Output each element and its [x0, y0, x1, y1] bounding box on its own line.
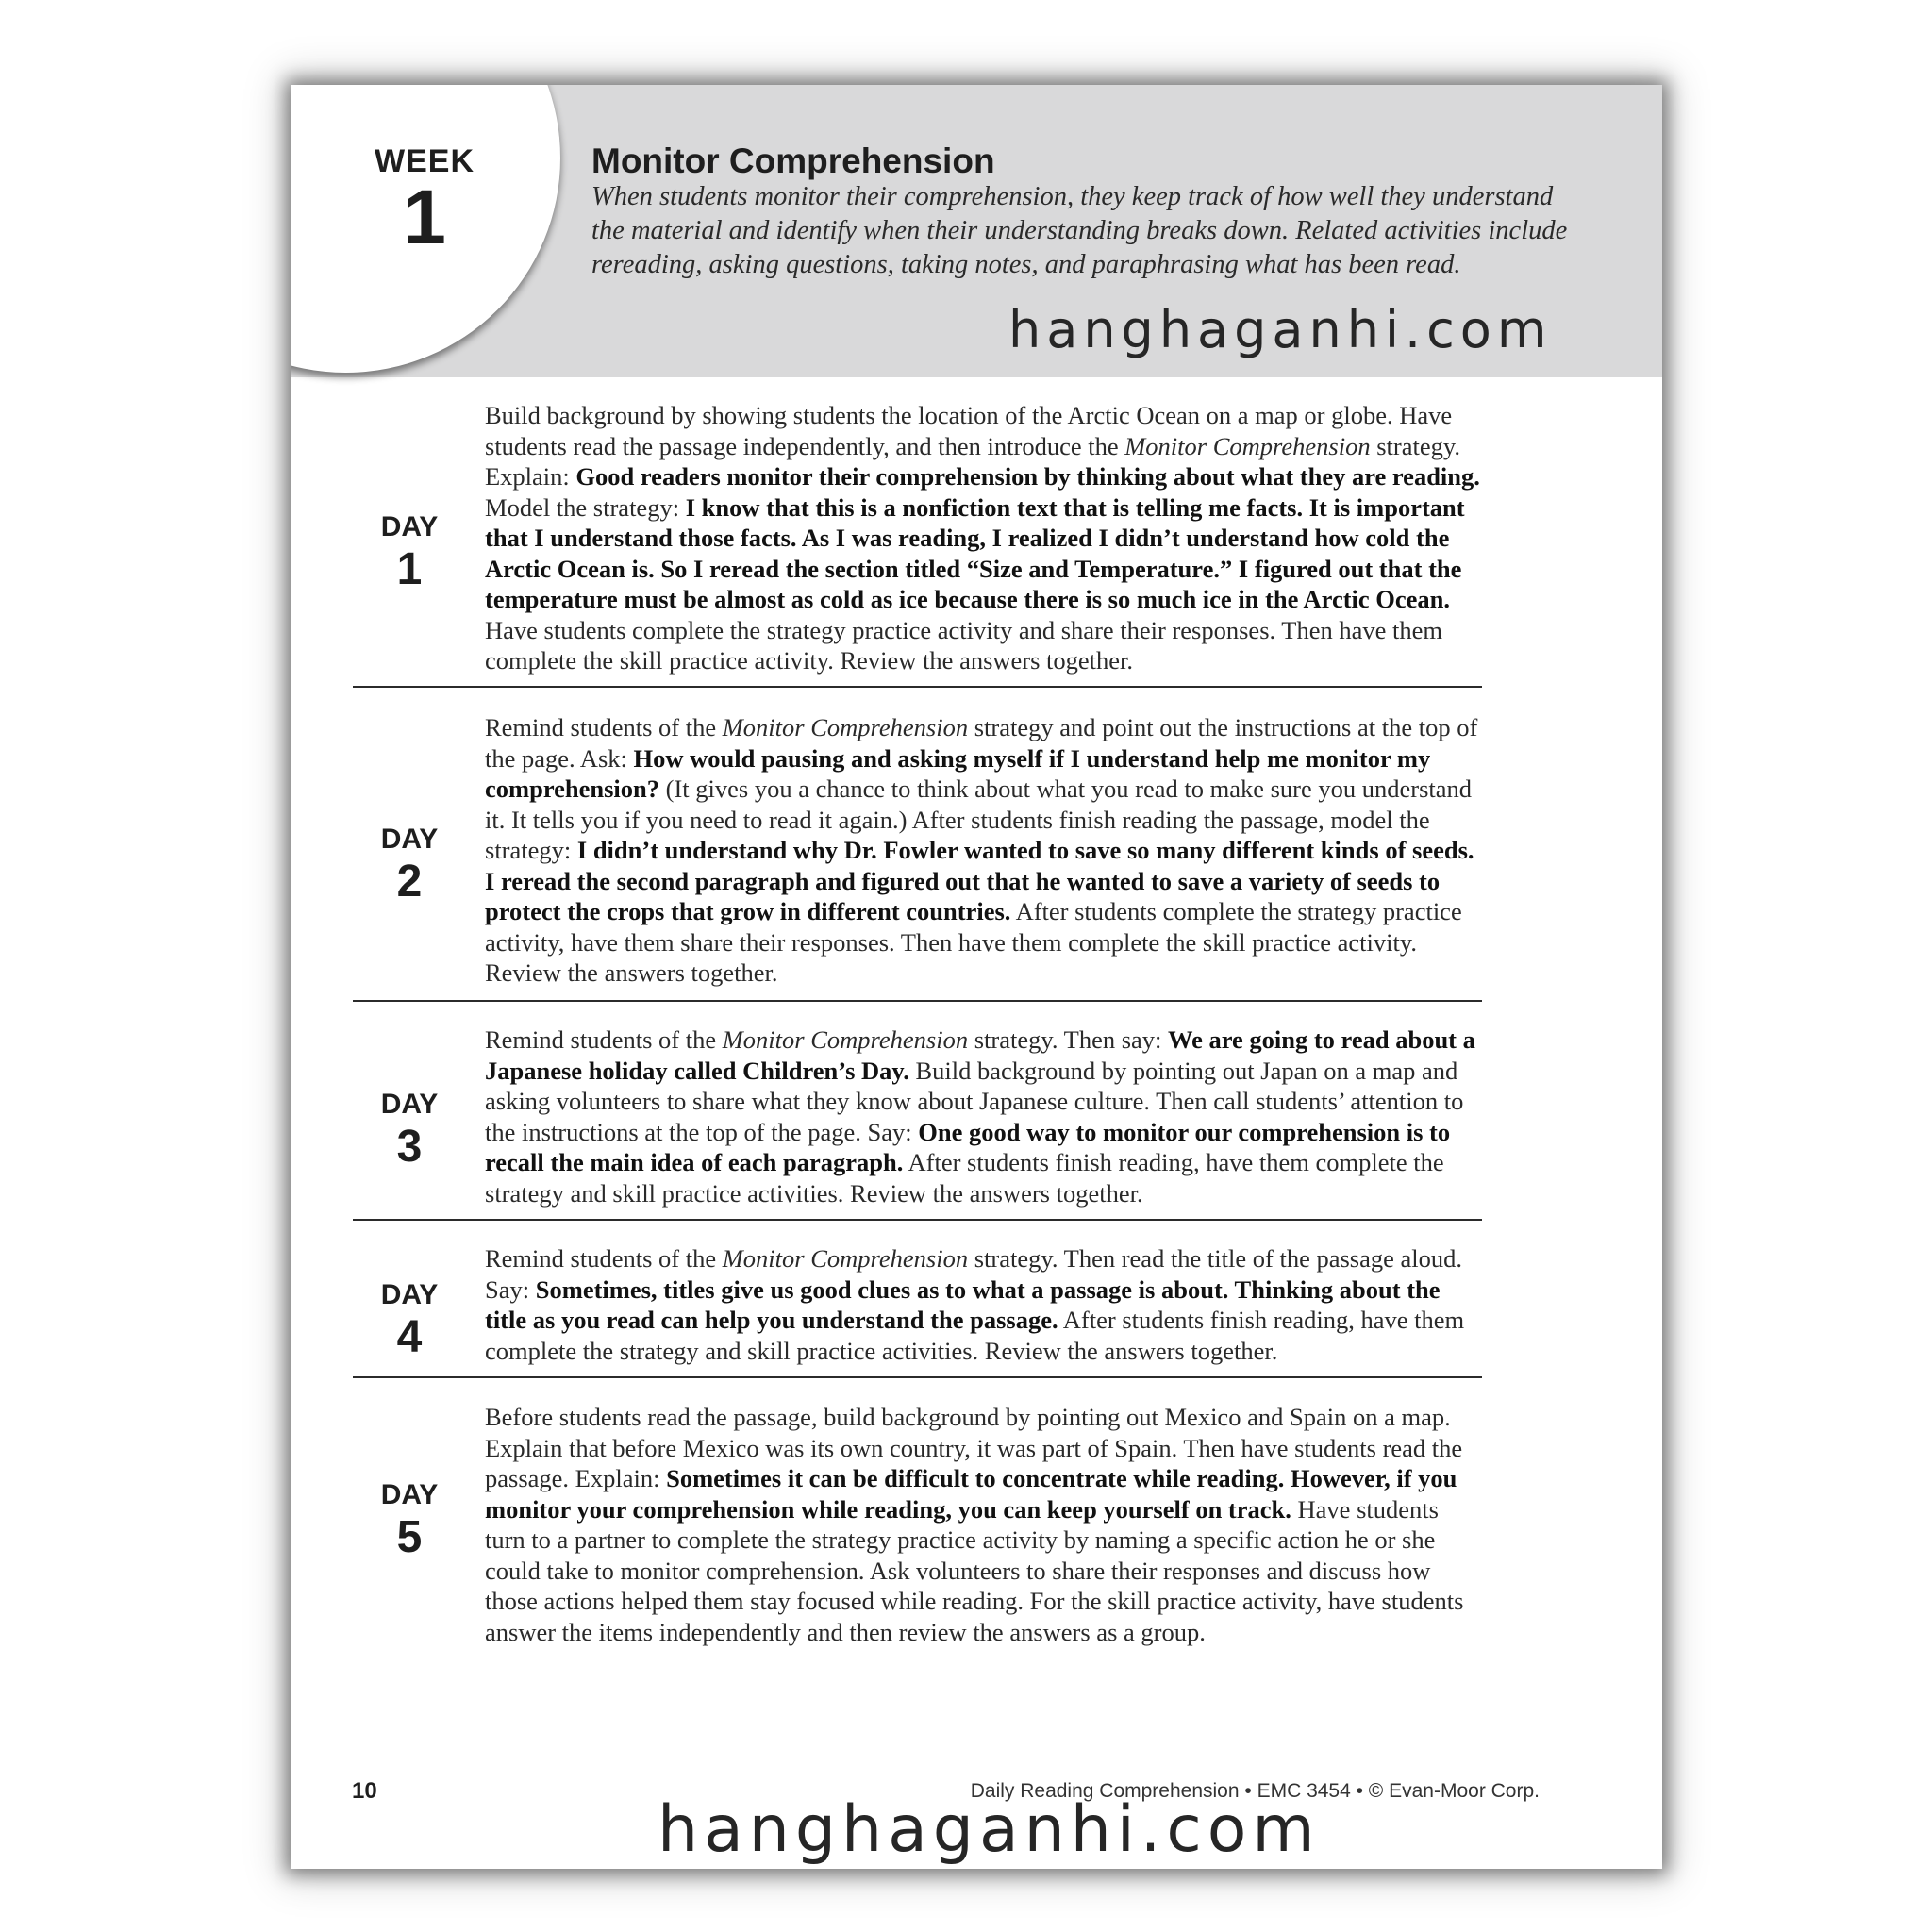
- week-number: 1: [403, 175, 446, 260]
- text-segment: Monitor Comprehension: [1124, 431, 1371, 460]
- text-segment: strategy. Then say:: [968, 1025, 1169, 1054]
- text-segment: Have students turn to a partner to complete the strategy practice activity by naming a specific action he or she could take to monitor comprehension. Ask volunteers to share their responses and discuss how those actions helped them stay focused while reading. For the skill practice activity, have students answer the items independently and then review the answers as a group.: [485, 1494, 1464, 1646]
- text-segment: Have students complete the strategy practice activity and share their responses. Then have them complete the skill practice activity. Review the answers together.: [485, 615, 1442, 675]
- text-segment: strategy and point out the instructions at the top of the page. Ask:: [485, 713, 1478, 773]
- day-number: 2: [396, 857, 423, 907]
- watermark-bottom: hanghaganhi.com: [658, 1792, 1321, 1867]
- text-segment: strategy. Explain:: [485, 431, 1460, 491]
- week-label: WEEK: [375, 143, 475, 179]
- text-segment: Monitor Comprehension: [722, 1244, 969, 1273]
- text-segment: Model the strategy:: [485, 492, 686, 522]
- page-title: Monitor Comprehension: [591, 142, 995, 180]
- text-segment: (It gives you a chance to think about what you read to make sure you understand it. It tells you if you need to read it again.) After students finish reading the passage, model the strategy:: [485, 774, 1473, 864]
- text-segment: Sometimes it can be difficult to concentrate while reading. However, if you monitor your comprehension while reading, you can keep yourself on track.: [485, 1464, 1457, 1524]
- day-label: DAY: [380, 1279, 439, 1310]
- text-segment: Build background by showing students the location of the Arctic Ocean on a map or globe. Have students read the passage independently, and then introduce the: [485, 401, 1453, 460]
- intro-text: When students monitor their comprehension, they keep track of how well they understand the material and identify when their understanding breaks down. Related activities include rereading, asking questions, taking notes, and paraphrasing what has been read.: [591, 182, 1568, 279]
- footer-credit: Daily Reading Comprehension • EMC 3454 • © Evan-Moor Corp.: [970, 1780, 1540, 1802]
- week-header: [291, 85, 1662, 377]
- week-badge: [291, 85, 560, 373]
- text-segment: Monitor Comprehension: [722, 713, 969, 741]
- text-segment: Build background by pointing out Japan on a map and asking volunteers to share what they know about Japanese culture. Then call students’ attention to the instructions at the top of the page. Say:: [485, 1056, 1464, 1146]
- text-segment: I didn’t understand why Dr. Fowler wanted to save so many different kinds of seeds. I reread the second paragraph and figured out that he wanted to save a variety of seeds to protect the crops that grow in different countries.: [485, 836, 1474, 925]
- day-label: DAY: [380, 511, 439, 542]
- day-text: [485, 400, 1485, 676]
- text-segment: One good way to monitor our comprehension is to recall the main idea of each paragraph.: [485, 1117, 1451, 1176]
- page-number: 10: [352, 1778, 377, 1804]
- text-segment: After students finish reading, have them complete the strategy and skill practice activities. Review the answers together.: [485, 1148, 1444, 1208]
- text-segment: strategy. Then read the title of the passage aloud. Say:: [485, 1244, 1463, 1304]
- day-text: [485, 1402, 1485, 1647]
- day-label: DAY: [380, 1089, 439, 1120]
- day-section: [353, 1243, 1482, 1378]
- day-number: 4: [396, 1312, 423, 1362]
- text-segment: After students complete the strategy practice activity, have them share their responses. Then have them complete the skill practice activity. Review the answers together.: [485, 897, 1462, 987]
- day-number: 1: [396, 544, 423, 594]
- day-section: [353, 712, 1482, 1002]
- document-page: [291, 85, 1662, 1869]
- text-segment: Good readers monitor their comprehension by thinking about what they are reading.: [575, 462, 1480, 491]
- day-number: 5: [396, 1512, 423, 1562]
- text-segment: Remind students of the: [485, 713, 723, 741]
- day-text: [485, 1024, 1485, 1208]
- day-number: 3: [396, 1122, 423, 1172]
- text-segment: After students finish reading, have them complete the strategy and skill practice activities. Review the answers together.: [485, 1306, 1465, 1365]
- text-segment: How would pausing and asking myself if I understand help me monitor my comprehension?: [485, 743, 1431, 803]
- day-section: [353, 1402, 1482, 1657]
- text-segment: Remind students of the: [485, 1025, 723, 1054]
- text-segment: I know that this is a nonfiction text that is telling me facts. It is important that I understand those facts. As I was reading, I realized I didn’t understand how cold the Arctic Ocean is. So I reread the section titled “Size and Temperature.” I figured out that the temperature must be almost as cold as ice because there is so much ice in the Arctic Ocean.: [485, 492, 1465, 613]
- text-segment: We are going to read about a Japanese holiday called Children’s Day.: [485, 1025, 1475, 1085]
- day-label: DAY: [380, 824, 439, 855]
- text-segment: Remind students of the: [485, 1244, 723, 1273]
- text-segment: Sometimes, titles give us good clues as to what a passage is about. Thinking about the title as you read can help you understand the passage.: [485, 1274, 1441, 1334]
- day-label: DAY: [380, 1479, 439, 1510]
- day-text: [485, 1243, 1485, 1366]
- watermark-top: hanghaganhi.com: [1008, 300, 1553, 359]
- day-section: [353, 400, 1482, 688]
- text-segment: Monitor Comprehension: [722, 1025, 969, 1054]
- text-segment: Before students read the passage, build background by pointing out Mexico and Spain on a map. Explain that before Mexico was its own country, it was part of Spain. Then have students read the passage. Explain:: [485, 1403, 1463, 1492]
- day-text: [485, 712, 1485, 989]
- day-section: [353, 1024, 1482, 1221]
